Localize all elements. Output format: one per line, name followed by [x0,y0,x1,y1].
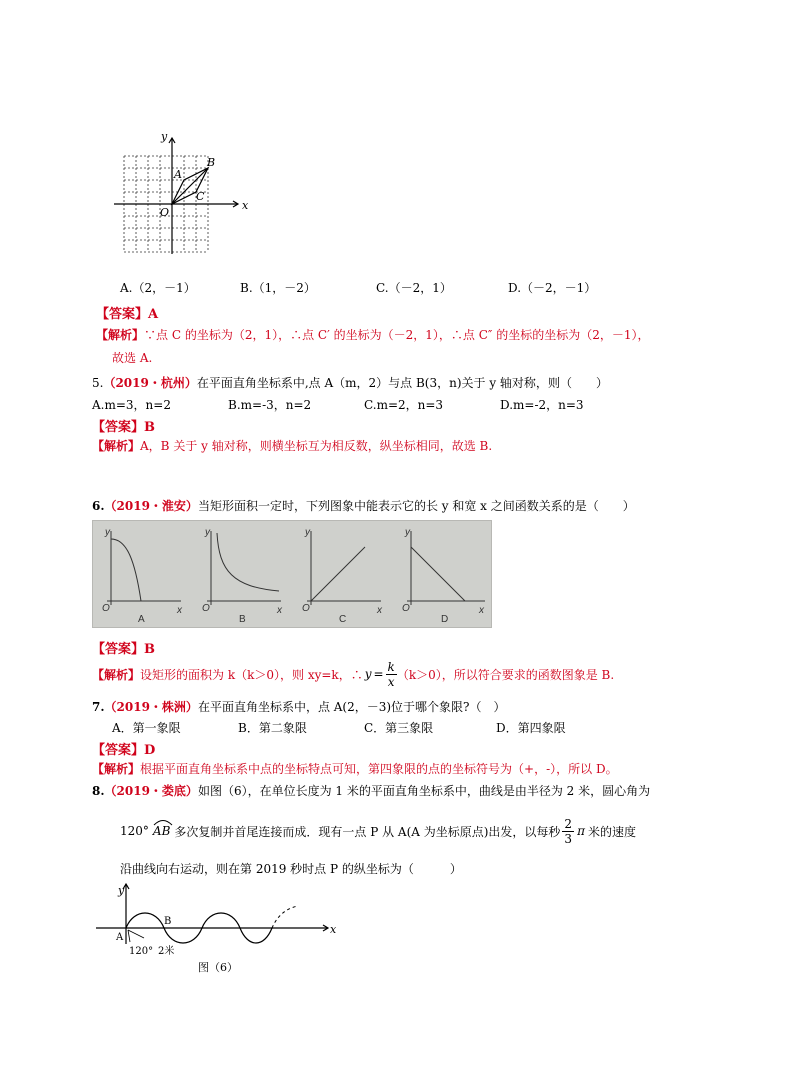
angle-text: 120° [120,824,149,838]
panel-b-y: y [205,527,210,538]
q5-stem [92,374,608,391]
panel-label-b: B [239,614,246,625]
analysis-text: 设矩形的面积为 k（k＞0），则 xy=k，∴ [140,667,363,682]
q7-option-d: D．第四象限 [496,721,566,735]
q8-stem-line1 [92,782,650,799]
q7-option-a: A．第一象限 [112,721,181,735]
q5-analysis [92,437,492,454]
q4-answer [96,303,158,322]
answer-value: B [144,642,156,657]
answer-value: D [144,743,156,758]
q5-option-c: C.m=2，n=3 [364,398,444,412]
q4-option-a: A.（2，－1） [120,281,196,295]
answer-tag: 【答案】 [96,307,149,322]
question-text-end: 米的速度 [587,824,636,839]
question-text: 在平面直角坐标系中，点 A(2，－3)位于哪个象限?（ ） [197,700,506,714]
q4-analysis [96,326,649,343]
coordinate-grid-figure [106,128,256,260]
answer-value: A [148,307,159,322]
speed-fraction [562,817,574,846]
question-source: （2019・娄底） [104,784,198,798]
answer-tag: 【答案】 [92,420,145,435]
fig6-point-b: B [164,916,172,927]
q6-stem [92,497,635,514]
question-text: 如图（6），在单位长度为 1 米的平面直角坐标系中，曲线是由半径为 2 米，圆心角为 [197,784,651,798]
fig1-origin-label: O [160,206,170,219]
q7-answer [92,739,155,758]
fig1-point-a: A [174,168,182,181]
fig1-point-b: B [207,156,216,169]
question-number: 8. [92,784,105,798]
question-number: 6. [92,499,105,513]
question-text-mid: 多次复制并首尾连接而成．现有一点 P 从 A(A 为坐标原点)出发，以每秒 [174,824,561,839]
fig1-point-c: C [196,190,205,203]
analysis-text: A，B 关于 y 轴对称，则横坐标互为相反数，纵坐标相同，故选 B. [140,439,493,453]
answer-value: B [144,420,156,435]
q4-option-b: B.（1，－2） [240,281,316,295]
formula-denominator: x [387,674,395,689]
fraction-denominator: 3 [564,831,573,846]
panel-a-origin: O [102,603,110,614]
analysis-text: ∵点 C 的坐标为（2，1），∴点 C′ 的坐标为（－2，1），∴点 C″ 的坐标的坐标为（2，－1）， [144,328,650,342]
panel-c-y: y [305,527,310,538]
fraction-numerator: 2 [564,816,573,831]
answer-tag: 【答案】 [92,642,145,657]
panel-d-x: x [479,605,484,616]
fig6-angle: 120° [129,946,154,957]
q5-answer [92,416,155,435]
question-number: 5. [92,376,104,390]
q8-stem-line3: 沿曲线向右运动，则在第 2019 秒时点 P 的纵坐标为（ ） [120,862,462,876]
q7-option-b: B．第二象限 [238,721,307,735]
fig6-x-label: x [330,923,337,936]
q5-option-b: B.m=-3，n=2 [228,398,312,412]
pi-symbol: π [577,824,585,838]
fig1-y-label: y [161,130,168,143]
question-source: （2019・杭州） [103,376,197,390]
panel-label-d: D [441,614,449,625]
panel-a-x: x [177,605,182,616]
q5-option-d: D.m=-2，n=3 [500,398,584,412]
analysis-tag: 【解析】 [92,667,141,682]
panel-b-origin: O [202,603,210,614]
fig6-point-a: A [116,932,124,943]
question-source: （2019・株洲） [104,700,198,714]
fig1-x-label: x [242,199,249,212]
q4-option-d: D.（－2，－1） [508,281,597,295]
panel-a-y: y [105,527,110,538]
panel-d-y: y [405,527,410,538]
formula-numerator: k [387,659,395,674]
q6-answer [92,638,155,657]
analysis-tag: 【解析】 [92,762,141,776]
q7-option-c: C．第三象限 [364,721,434,735]
panel-label-a: A [138,614,145,625]
q5-option-a: A.m=3，n=2 [92,398,171,412]
formula-y: y [364,667,372,681]
fig6-y-label: y [118,884,125,897]
question-text: 当矩形面积一定时，下列图象中能表示它的长 y 和宽 x 之间函数关系的是（ ） [197,499,635,513]
fig6-caption: 图（6） [198,961,238,974]
q6-analysis [92,657,614,691]
q8-wave-figure [92,878,352,974]
panel-d-origin: O [402,603,410,614]
arc-label: AB [152,824,171,838]
panel-b-x: x [277,605,282,616]
arc-symbol-icon [153,818,173,826]
panel-c-x: x [377,605,382,616]
answer-tag: 【答案】 [92,743,145,758]
analysis-text-post: （k＞0），所以符合要求的函数图象是 B. [396,667,615,682]
analysis-tag: 【解析】 [92,439,141,453]
q4-option-c: C.（－2，1） [376,281,452,295]
panel-label-c: C [339,614,347,625]
arc-ab [153,824,170,838]
panel-c-origin: O [302,603,310,614]
analysis-tag: 【解析】 [96,328,145,342]
q7-stem [92,698,506,715]
formula-eq: = [373,667,384,681]
fig6-radius: 2米 [158,946,175,957]
formula-fraction [386,660,397,689]
question-source: （2019・淮安） [104,499,198,513]
analysis-text: 根据平面直角坐标系中点的坐标特点可知，第四象限的点的坐标符号为（+，-），所以 D。 [140,762,618,776]
q4-analysis-line2: 故选 A. [112,351,153,365]
question-number: 7. [92,700,105,714]
q6-graph-options-photo [92,520,492,628]
q8-stem-line2 [120,810,636,852]
question-text: 在平面直角坐标系中,点 A（m，2）与点 B(3，n)关于 y 轴对称，则（ ） [196,376,608,390]
q7-analysis [92,760,618,777]
